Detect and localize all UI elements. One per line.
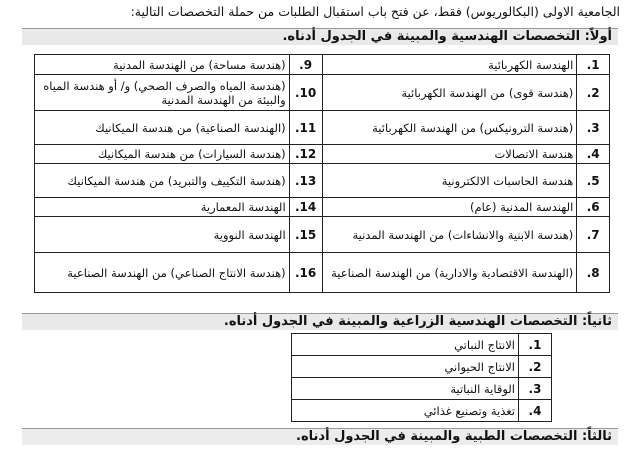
table-row [35, 111, 610, 145]
table-row [85, 378, 552, 400]
empty-cell [85, 334, 292, 356]
specialization-cell: (هندسة السيارات) من هندسة الميكانيك [35, 145, 290, 164]
table-row [85, 400, 552, 422]
specialization-cell: هندسة الاتصالات [322, 145, 577, 164]
table-row [85, 334, 552, 356]
table-row [85, 356, 552, 378]
section-1-heading: أولاً: التخصصات الهندسية والمبينة في الجدول أدناه. [22, 28, 618, 45]
table-row [35, 55, 610, 75]
row-number: 12. [289, 145, 322, 164]
row-number: 4. [577, 145, 610, 164]
table-row [35, 75, 610, 111]
empty-cell [85, 378, 292, 400]
specialization-cell: (هندسة الابنية والانشاءات) من الهندسة المدنية [322, 217, 577, 253]
row-number: 2. [519, 356, 552, 378]
specialization-cell: (هندسة المياه والصرف الصحي) و/ أو هندسة المياه والبيئة من الهندسة المدنية [35, 75, 290, 111]
row-number: 14. [289, 198, 322, 217]
specialization-cell: الهندسة المعمارية [35, 198, 290, 217]
specialization-cell: الهندسة الكهربائية [322, 55, 577, 75]
specialization-cell: الانتاج الحيواني [292, 356, 519, 378]
row-number: 7. [577, 217, 610, 253]
specialization-cell: (هندسة الانتاج الصناعي) من الهندسة الصناعية [35, 253, 290, 293]
table-row [35, 198, 610, 217]
row-number: 5. [577, 164, 610, 198]
table-row [35, 145, 610, 164]
row-number: 9. [289, 55, 322, 75]
row-number: 15. [289, 217, 322, 253]
table-row [35, 164, 610, 198]
row-number: 3. [577, 111, 610, 145]
specialization-cell: (الهندسة الاقتصادية والادارية) من الهندسة الصناعية [322, 253, 577, 293]
row-number: 16. [289, 253, 322, 293]
specialization-cell: (هندسة قوى) من الهندسة الكهربائية [322, 75, 577, 111]
specialization-cell: الانتاج النباتي [292, 334, 519, 356]
row-number: 11. [289, 111, 322, 145]
row-number: 1. [577, 55, 610, 75]
empty-cell [85, 356, 292, 378]
table-row [35, 253, 610, 293]
table-row [35, 217, 610, 253]
specialization-cell: الهندسة النووية [35, 217, 290, 253]
specialization-cell: هندسة الحاسبات الالكترونية [322, 164, 577, 198]
specialization-cell: الوقاية النباتية [292, 378, 519, 400]
row-number: 6. [577, 198, 610, 217]
specialization-cell: (هندسة التكييف والتبريد) من هندسة الميكانيك [35, 164, 290, 198]
row-number: 1. [519, 334, 552, 356]
engineering-table [34, 54, 610, 293]
section-2-heading: ثانياً: التخصصات الهندسية الزراعية والمبينة في الجدول أدناه. [22, 313, 618, 330]
specialization-cell: (هندسة الترونيكس) من الهندسة الكهربائية [322, 111, 577, 145]
specialization-cell: الهندسة المدنية (عام) [322, 198, 577, 217]
agricultural-table [84, 333, 552, 422]
section-3-heading: ثالثاً: التخصصات الطبية والمبينة في الجدول أدناه. [22, 428, 618, 445]
row-number: 13. [289, 164, 322, 198]
row-number: 8. [577, 253, 610, 293]
row-number: 2. [577, 75, 610, 111]
row-number: 3. [519, 378, 552, 400]
intro-paragraph: الجامعية الاولى (البكالوريوس) فقط، عن فتح باب استقبال الطلبات من حملة التخصصات التالية: [130, 4, 620, 19]
specialization-cell: (الهندسة الصناعية) من هندسة الميكانيك [35, 111, 290, 145]
specialization-cell: (هندسة مساحة) من الهندسة المدنية [35, 55, 290, 75]
specialization-cell: تغذية وتصنيع غذائي [292, 400, 519, 422]
empty-cell [85, 400, 292, 422]
row-number: 10. [289, 75, 322, 111]
row-number: 4. [519, 400, 552, 422]
